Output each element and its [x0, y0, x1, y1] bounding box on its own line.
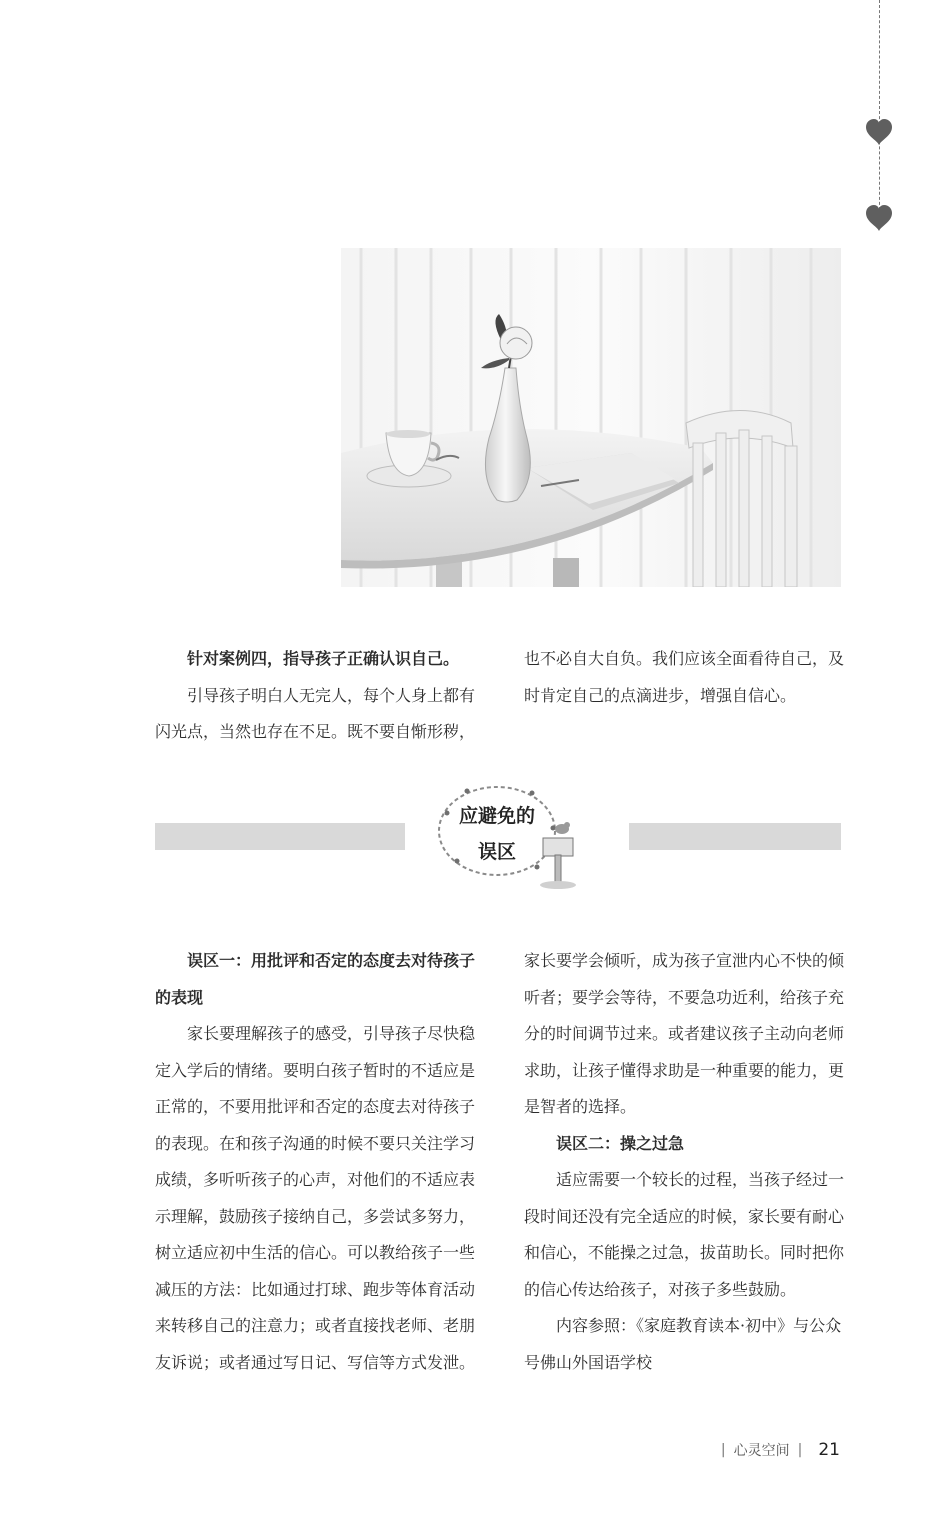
section1-left-column — [155, 641, 477, 751]
page-footer — [721, 1440, 840, 1460]
section1-heading: 针对案例四，指导孩子正确认识自己。 — [187, 649, 460, 668]
footer-separator: | — [797, 1442, 803, 1458]
misconception2-body: 适应需要一个较长的过程，当孩子经过一段时间还没有完全适应的时候，家长要有耐心和信心，不能操之过急，拔苗助长。同时把你的信心传达给孩子，对孩子多些鼓励。 — [524, 1170, 845, 1299]
misconception1-title — [155, 943, 477, 1016]
footer-separator: | — [720, 1442, 726, 1458]
page-number: 21 — [818, 1440, 840, 1460]
heart-icon — [864, 118, 894, 146]
divider-bar-left — [155, 823, 405, 850]
misconception-right-column — [524, 943, 846, 1381]
badge-line2: 误区 — [477, 841, 516, 863]
misconception1-left-column — [155, 943, 477, 1381]
misconception1-body-right: 家长要学会倾听，成为孩子宣泄内心不快的倾听者；要学会等待，不要急功近利，给孩子充分的时间调节过来。或者建议孩子主动向老师求助，让孩子懂得求助是一种重要的能力，更是智者的选择。 — [524, 951, 845, 1116]
badge-line1: 应避免的 — [458, 805, 535, 827]
heart-icon — [864, 204, 894, 232]
section1-paragraph-right: 也不必自大自负。我们应该全面看待自己，及时肯定自己的点滴进步，增强自信心。 — [524, 649, 845, 705]
section1-right-column — [524, 641, 846, 714]
misconception1-title-line1: 误区一：用批评和否定的态度去对待孩子 — [187, 951, 476, 970]
misconception2-title: 误区二：操之过急 — [556, 1133, 685, 1153]
footer-section-name: 心灵空间 — [733, 1443, 790, 1459]
misconception1-title-line2: 的表现 — [155, 987, 204, 1007]
divider-bar-right — [629, 823, 841, 850]
section1-paragraph-left: 引导孩子明白人无完人，每个人身上都有闪光点，当然也存在不足。既不要自惭形秽， — [155, 685, 476, 741]
decorative-dashed-line — [879, 0, 880, 215]
misconceptions-badge — [437, 783, 587, 893]
table-still-life-photo — [341, 248, 841, 587]
reference-note: 内容参照：《家庭教育读本·初中》与公众号佛山外国语学校 — [524, 1316, 842, 1372]
misconception1-body-left: 家长要理解孩子的感受，引导孩子尽快稳定入学后的情绪。要明白孩子暂时的不适应是正常的，不要用批评和否定的态度去对待孩子的表现。在和孩子沟通的时候不要只关注学习成绩，多听听孩子的心声，对他们的不适应表示理解，鼓励孩子接纳自己，多尝试多努力，树立适应初中生活的信心。可以教给孩子一些减压的方法：比如通过打球、跑步等体育活动来转移自己的注意力；或者直接找老师、老朋友诉说；或者通过写日记、写信等方式发泄。 — [155, 1024, 476, 1372]
